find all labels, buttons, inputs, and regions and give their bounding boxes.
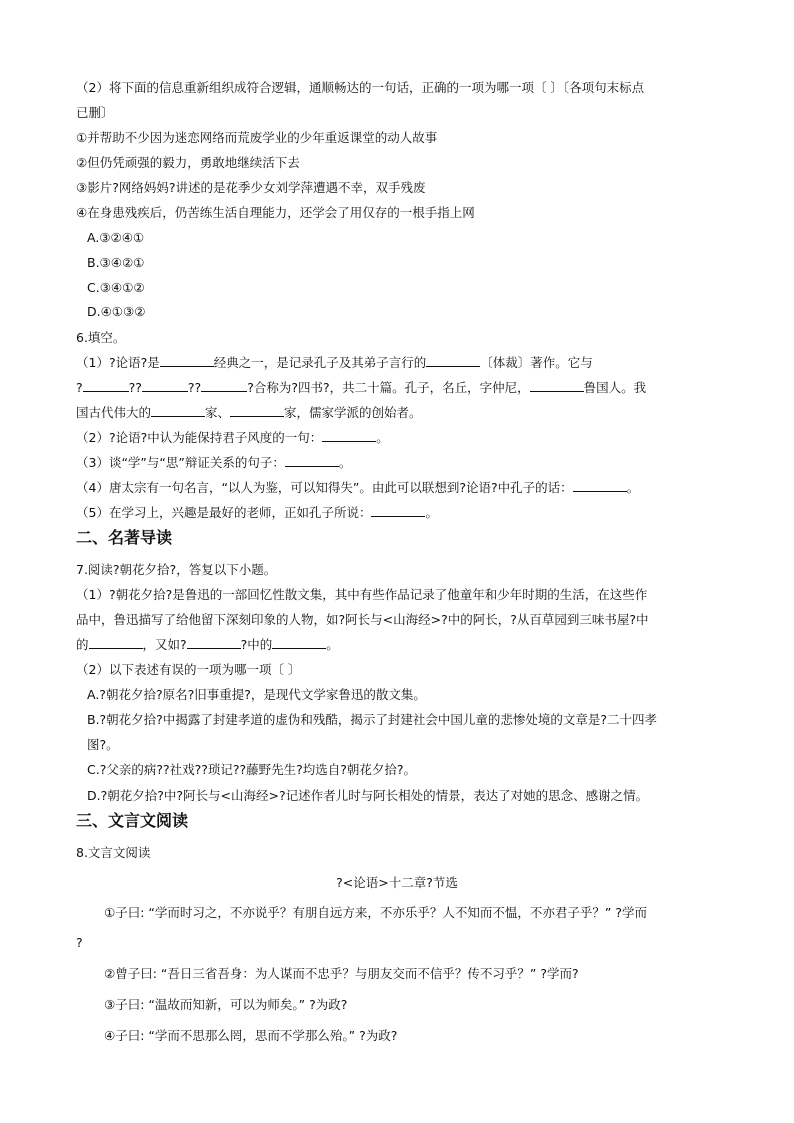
section-heading-2: 二、名著导读 [76, 528, 173, 547]
fill-blank [285, 453, 339, 467]
q6-text: 鲁国人。我 [583, 380, 647, 395]
q7-p2: （2）以下表述有误的一项为哪一项〔 〕 [76, 662, 301, 677]
q5-2-item-2: ②但仍凭顽强的毅力，勇敢地继续活下去 [76, 155, 300, 170]
fill-blank [573, 478, 627, 492]
q8-subtitle: ?<论语>十二章?节选 [336, 875, 458, 890]
q7-title: 7.阅读?朝花夕拾?，答复以下小题。 [76, 562, 277, 577]
q6-line3 [76, 403, 422, 423]
fill-blank [530, 378, 584, 392]
q7-text: ，又如? [142, 637, 187, 652]
q5-2-option-d: D.④①③② [87, 304, 146, 319]
fill-blank [89, 635, 143, 649]
q8-sentence-2: ②曾子曰: “吾日三省吾身：为人谋而不忠乎？与朋友交而不信乎？传不习乎？” ?学而? [104, 966, 579, 981]
q6-line6 [76, 478, 639, 498]
q8-sentence-1-line2: ? [76, 935, 83, 950]
q6-text: ?? [128, 380, 142, 395]
section-heading-3: 三、文言文阅读 [76, 811, 189, 830]
q6-text: （3）谈“学”与“思”辩证关系的句子： [76, 455, 285, 470]
q7-option-c: C.?父亲的病??社戏??琐记??藤野先生?均选自?朝花夕拾?。 [87, 762, 417, 777]
q6-text: （2）?论语?中认为能保持君子风度的一句： [76, 430, 323, 445]
q7-p1-line1: （1）?朝花夕拾?是鲁迅的一部回忆性散文集，其中有些作品记录了他童年和少年时期的生活，在这些作 [76, 587, 648, 602]
q6-line4 [76, 428, 389, 448]
q5-2-option-b: B.③④②① [87, 255, 145, 270]
q8-sentence-3: ③子曰: “温故而知新，可以为师矣。” ?为政? [104, 997, 348, 1012]
q7-text: 的 [76, 637, 89, 652]
q8-sentence-1-line1: ①子曰: “学而时习之，不亦说乎？有朋自远方来，不亦乐乎？人不知而不愠，不亦君子乎？” ?学而 [104, 905, 647, 920]
q8-sentence-4: ④子曰: “学而不思那么罔，思而不学那么殆。” ?为政? [104, 1028, 398, 1043]
q5-2-option-a: A.③②④① [87, 230, 145, 245]
q6-text: （1）?论语?是 [76, 355, 160, 370]
q6-text: （5）在学习上，兴趣是最好的老师，正如孔子所说： [76, 505, 372, 520]
q6-text: 。 [626, 480, 640, 495]
fill-blank [142, 378, 188, 392]
q6-text: 。 [338, 455, 352, 470]
q5-2-stem-line1: （2）将下面的信息重新组织成符合逻辑，通顺畅达的一句话，正确的一项为哪一项〔 〕〔各项句末标点 [76, 80, 645, 95]
q5-2-item-1: ①并帮助不少因为迷恋网络而荒废学业的少年重返课堂的动人故事 [76, 130, 438, 145]
q6-text: 经典之一，是记录孔子及其弟子言行的 [213, 355, 427, 370]
q6-title: 6.填空。 [76, 330, 126, 345]
q5-2-item-3: ③影片?网络妈妈?讲述的是花季少女刘学萍遭遇不幸，双手残废 [76, 180, 426, 195]
q5-2-item-4: ④在身患残疾后，仍苦练生活自理能力，还学会了用仅存的一根手指上网 [76, 205, 475, 220]
q7-p1-line3 [76, 635, 339, 655]
q6-text: （4）唐太宗有一句名言，“以人为鉴，可以知得失”。由此可以联想到?论语?中孔子的话： [76, 480, 573, 495]
q6-line1 [76, 353, 593, 373]
q7-option-b-line2: 图?。 [87, 737, 119, 752]
fill-blank [187, 635, 241, 649]
fill-blank [230, 403, 284, 417]
q6-text: 。 [376, 430, 389, 445]
q8-title: 8.文言文阅读 [76, 845, 151, 860]
q7-p1-line2: 品中，鲁迅描写了给他留下深刻印象的人物，如?阿长与<山海经>?中的阿长，?从百草园到三味书屋?中 [76, 612, 649, 627]
fill-blank [322, 428, 376, 442]
q6-line7 [76, 503, 438, 523]
q6-text: 国古代伟大的 [76, 405, 152, 420]
q6-line2 [76, 378, 646, 398]
q6-text: ?? [187, 380, 202, 395]
q6-text: 家，儒家学派的创始者。 [284, 405, 422, 420]
q7-option-d: D.?朝花夕拾?中?阿长与<山海经>?记述作者儿时与阿长相处的情景，表达了对她的思念、感谢之情。 [87, 788, 649, 803]
q6-text: 〔体裁〕著作。它与 [480, 355, 593, 370]
q6-text: ? [76, 380, 83, 395]
fill-blank [160, 353, 214, 367]
q7-text: ?中的 [240, 637, 273, 652]
q6-line5 [76, 453, 351, 473]
q6-text: 。 [425, 505, 438, 520]
fill-blank [371, 503, 425, 517]
q7-text: 。 [326, 637, 339, 652]
q6-text: 家、 [205, 405, 231, 420]
fill-blank [201, 378, 247, 392]
q7-option-a: A.?朝花夕拾?原名?旧事重提?，是现代文学家鲁迅的散文集。 [87, 687, 426, 702]
fill-blank [272, 635, 326, 649]
q5-2-stem-line2: 已删〕 [76, 105, 114, 120]
q5-2-option-c: C.③④①② [87, 280, 145, 295]
fill-blank [426, 353, 480, 367]
fill-blank [151, 403, 205, 417]
q7-option-b-line1: B.?朝花夕拾?中揭露了封建孝道的虚伪和残酷，揭示了封建社会中国儿童的悲惨处境的文章是?二十四孝 [87, 712, 657, 727]
q6-text: ?合称为?四书?，共二十篇。孔子，名丘，字仲尼， [247, 380, 530, 395]
fill-blank [83, 378, 129, 392]
